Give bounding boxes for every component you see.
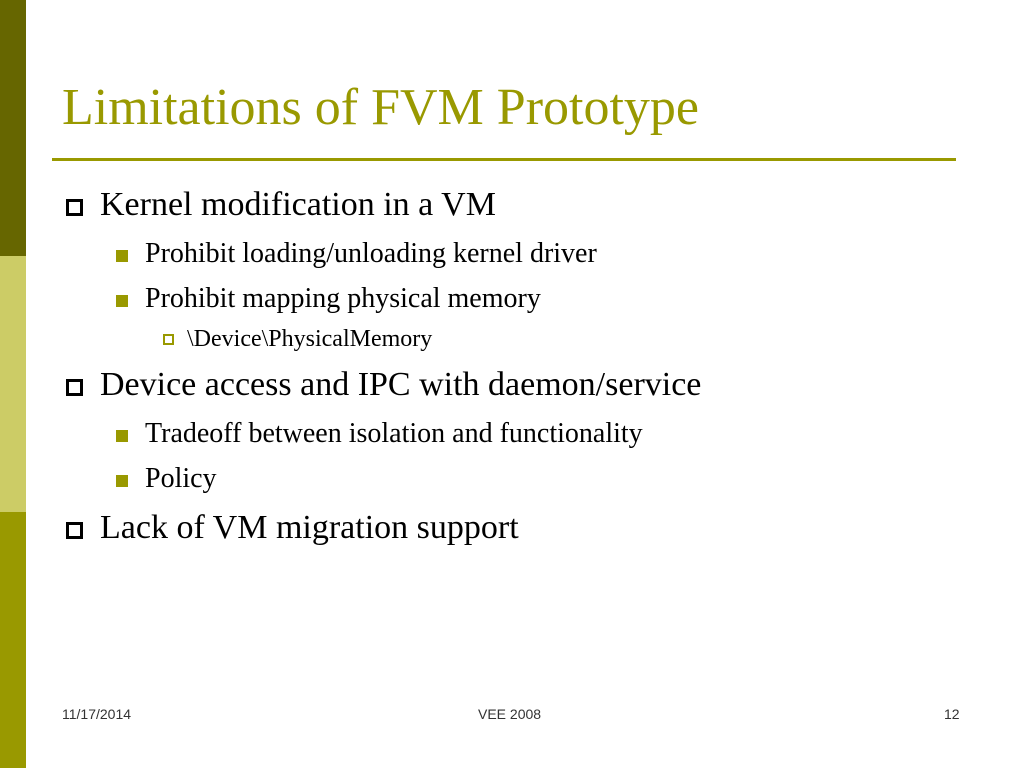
bullet-text: Lack of VM migration support — [100, 509, 519, 546]
slide-title: Limitations of FVM Prototype — [62, 79, 699, 136]
sidebar-segment-bottom — [0, 512, 26, 768]
solid-square-bullet-icon — [116, 475, 128, 487]
solid-square-bullet-icon — [116, 295, 128, 307]
bullet-text: Kernel modification in a VM — [100, 186, 496, 223]
solid-square-bullet-icon — [116, 430, 128, 442]
sidebar-segment-middle — [0, 256, 26, 512]
hollow-square-bullet-icon — [66, 522, 83, 539]
title-divider — [52, 158, 956, 161]
footer-date: 11/17/2014 — [62, 706, 132, 722]
bullet-text: Policy — [145, 463, 217, 494]
hollow-square-bullet-icon — [66, 379, 83, 396]
bullet-text: Prohibit mapping physical memory — [145, 283, 541, 314]
solid-square-bullet-icon — [116, 250, 128, 262]
hollow-square-bullet-icon — [66, 199, 83, 216]
footer-page-number: 12 — [944, 706, 960, 722]
bullet-text: Prohibit loading/unloading kernel driver — [145, 238, 597, 269]
sidebar-decoration — [0, 0, 26, 768]
footer-conference: VEE 2008 — [478, 706, 542, 722]
hollow-square-bullet-icon — [163, 334, 174, 345]
bullet-text: Device access and IPC with daemon/service — [100, 366, 702, 403]
bullet-text: Tradeoff between isolation and functionality — [145, 418, 643, 449]
sidebar-segment-top — [0, 0, 26, 256]
bullet-text: \Device\PhysicalMemory — [187, 326, 433, 352]
